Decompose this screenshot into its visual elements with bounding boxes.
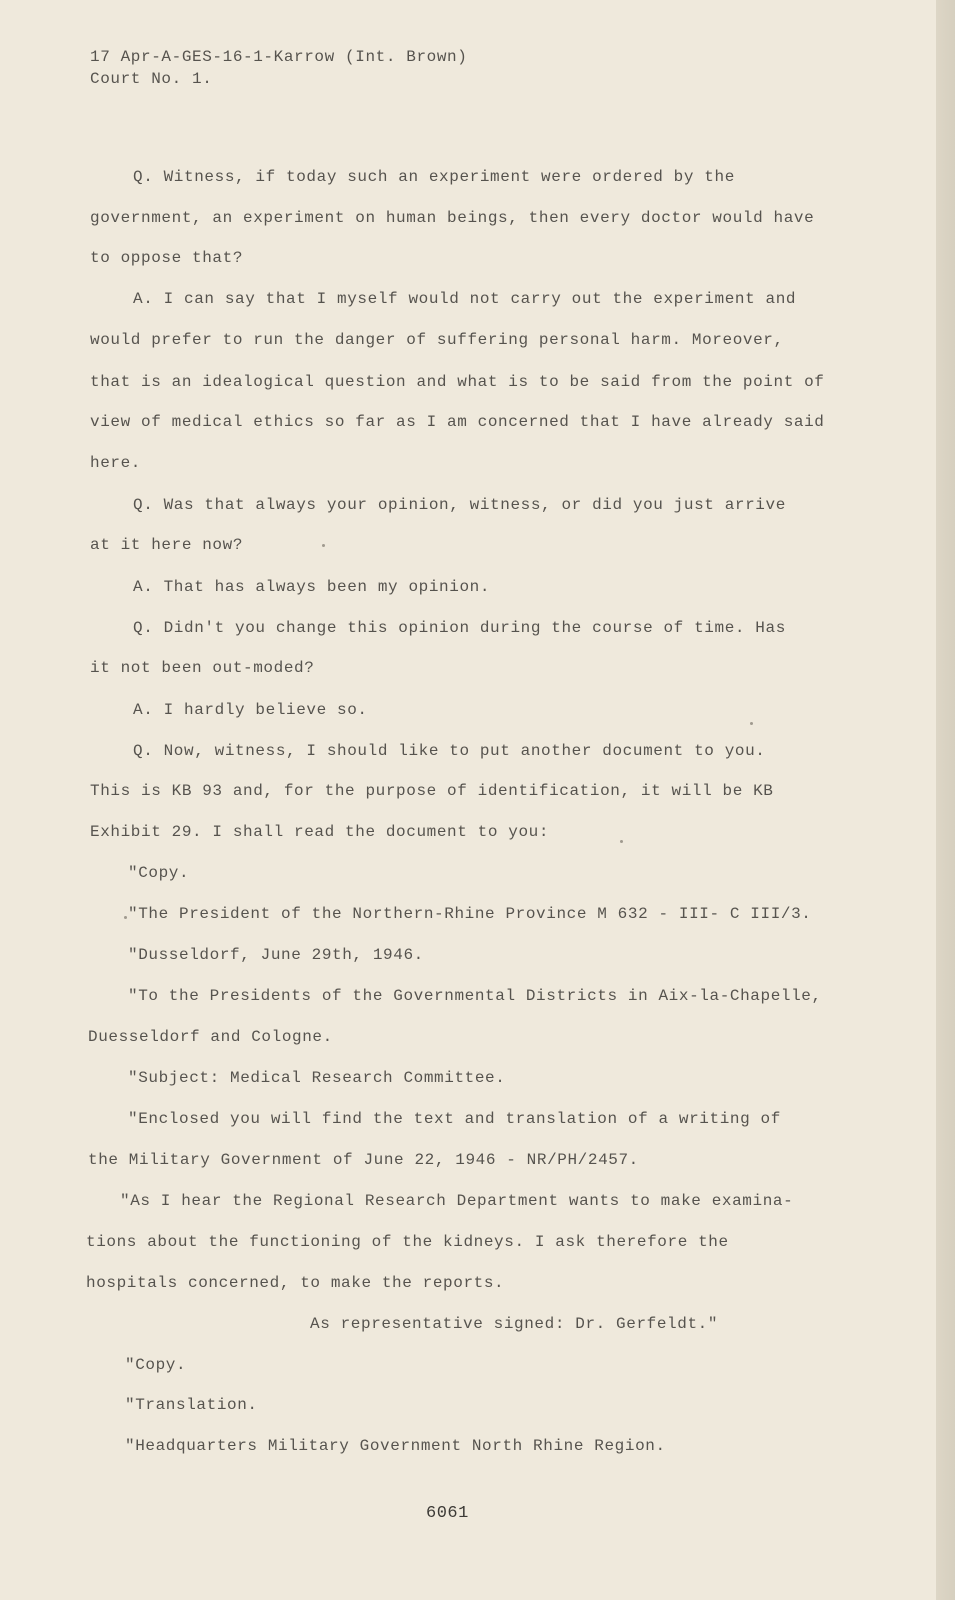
text-line: government, an experiment on human beings, then every doctor would have	[90, 209, 815, 227]
text-line: Q. Witness, if today such an experiment were ordered by the	[133, 168, 735, 186]
text-line: "Dusseldorf, June 29th, 1946.	[128, 946, 424, 964]
text-line: "To the Presidents of the Governmental Districts in Aix-la-Chapelle,	[128, 987, 822, 1005]
text-line: A. That has always been my opinion.	[133, 578, 491, 596]
text-line: view of medical ethics so far as I am concerned that I have already said	[90, 413, 825, 431]
text-line: "Enclosed you will find the text and translation of a writing of	[128, 1110, 781, 1128]
paper-speck	[124, 916, 127, 919]
paper-speck	[620, 840, 623, 843]
text-line: This is KB 93 and, for the purpose of identification, it will be KB	[90, 782, 774, 800]
text-line: that is an idealogical question and what is to be said from the point of	[90, 373, 825, 391]
text-line: would prefer to run the danger of suffering personal harm. Moreover,	[90, 331, 784, 349]
text-line: the Military Government of June 22, 1946 - NR/PH/2457.	[88, 1151, 639, 1169]
text-line: As representative signed: Dr. Gerfeldt."	[310, 1315, 719, 1333]
text-line: A. I hardly believe so.	[133, 701, 368, 719]
text-line: "Subject: Medical Research Committee.	[128, 1069, 506, 1087]
text-line: "Copy.	[125, 1356, 187, 1374]
paper-speck	[322, 544, 325, 547]
text-line: Q. Was that always your opinion, witness, or did you just arrive	[133, 496, 786, 514]
text-line: at it here now?	[90, 536, 244, 554]
text-line: it not been out-moded?	[90, 659, 315, 677]
text-line: Q. Didn't you change this opinion during the course of time. Has	[133, 619, 786, 637]
text-line: here.	[90, 454, 142, 472]
header-line-1: 17 Apr-A-GES-16-1-Karrow (Int. Brown)	[90, 48, 468, 66]
text-line: "Copy.	[128, 864, 190, 882]
text-line: A. I can say that I myself would not carry out the experiment and	[133, 290, 797, 308]
text-line: "Headquarters Military Government North Rhine Region.	[125, 1437, 666, 1455]
text-line: Duesseldorf and Cologne.	[88, 1028, 333, 1046]
text-line: "The President of the Northern-Rhine Province M 632 - III- C III/3.	[128, 905, 812, 923]
text-line: hospitals concerned, to make the reports.	[86, 1274, 505, 1292]
paper-speck	[750, 722, 753, 725]
text-line: Q. Now, witness, I should like to put another document to you.	[133, 742, 766, 760]
text-line: to oppose that?	[90, 249, 244, 267]
text-line: "As I hear the Regional Research Department wants to make examina-	[120, 1192, 794, 1210]
text-line: tions about the functioning of the kidneys. I ask therefore the	[86, 1233, 729, 1251]
scan-edge	[936, 0, 955, 1600]
header-line-2: Court No. 1.	[90, 70, 213, 88]
page-number: 6061	[426, 1504, 469, 1523]
text-line: Exhibit 29. I shall read the document to you:	[90, 823, 550, 841]
text-line: "Translation.	[125, 1396, 258, 1414]
